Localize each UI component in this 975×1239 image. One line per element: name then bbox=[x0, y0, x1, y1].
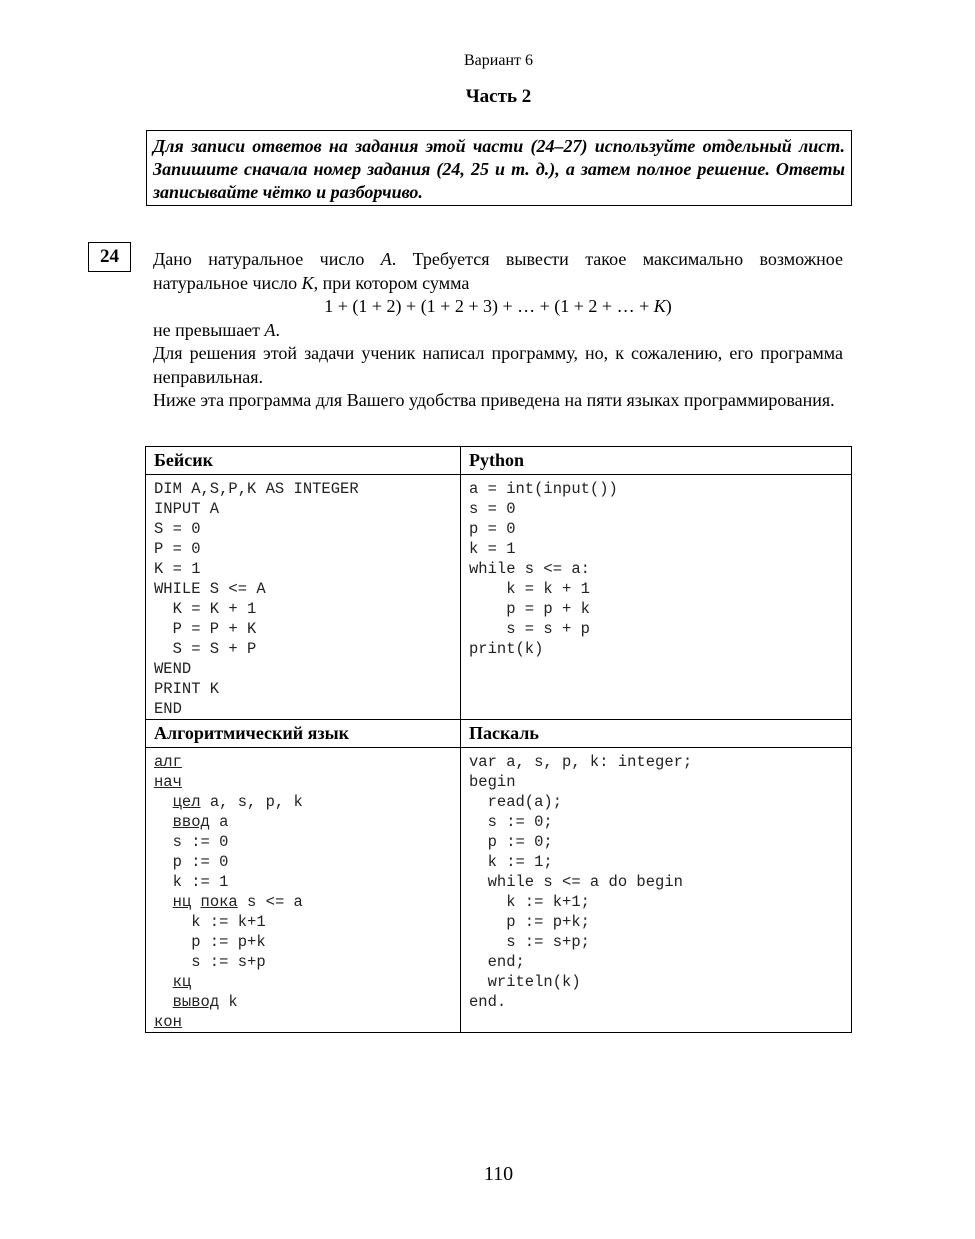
python-code-cell bbox=[461, 475, 852, 720]
task-paragraph-program: Для решения этой задачи ученик написал программу, но, к сожалению, его программа неправильная. bbox=[153, 343, 843, 387]
variable-k: K bbox=[301, 272, 314, 293]
basic-header: Бейсик bbox=[146, 447, 461, 475]
task-statement bbox=[153, 248, 843, 413]
python-header: Python bbox=[461, 447, 852, 475]
python-code: a = int(input()) s = 0 p = 0 k = 1 while s <= a: k = k + 1 p = p + k s = s + p print(k) bbox=[469, 480, 618, 658]
variant-label: Вариант 6 bbox=[464, 52, 533, 69]
task-condition: не превышает A. bbox=[153, 319, 281, 340]
algorithmic-code-cell bbox=[146, 748, 461, 1033]
part-title: Часть 2 bbox=[465, 86, 532, 107]
programs-table bbox=[145, 446, 852, 1033]
basic-code: DIM A,S,P,K AS INTEGER INPUT A S = 0 P = 0 K = 1 WHILE S <= A K = K + 1 P = P + K S = S + P WEND PRINT K END bbox=[154, 480, 359, 718]
algorithmic-code: алг нач цел a, s, p, k ввод a s := 0 p := 0 k := 1 нц пока s <= a k := k+1 p := p+k s := s+p кц вывод k кон bbox=[154, 753, 303, 1031]
variable-a: A bbox=[380, 249, 392, 269]
task-intro: Дано натуральное число A. Требуется вывести такое максимально возможное натуральное число K, при котором сумма bbox=[153, 249, 843, 293]
pascal-code: var a, s, p, k: integer; begin read(a); s := 0; p := 0; k := 1; while s <= a do begin k := k+1; p := p+k; s := s+p; end; writeln(k) end. bbox=[469, 753, 693, 1011]
algorithmic-header: Алгоритмический язык bbox=[146, 720, 461, 748]
basic-code-cell bbox=[146, 475, 461, 720]
pascal-header: Паскаль bbox=[461, 720, 852, 748]
page-number: 110 bbox=[483, 1163, 514, 1185]
pascal-code-cell bbox=[461, 748, 852, 1033]
instructions-box: Для записи ответов на задания этой части (24–27) используйте отдельный лист. Запишите сначала номер задания (24, 25 и т. д.), а затем полное решение. Ответы записывайте чётко и разборчиво. bbox=[146, 130, 852, 206]
sum-formula: 1 + (1 + 2) + (1 + 2 + 3) + … + (1 + 2 + … + K) bbox=[324, 296, 672, 316]
task-number-box: 24 bbox=[88, 242, 131, 272]
task-paragraph-languages: Ниже эта программа для Вашего удобства приведена на пяти языках программирования. bbox=[153, 390, 835, 410]
